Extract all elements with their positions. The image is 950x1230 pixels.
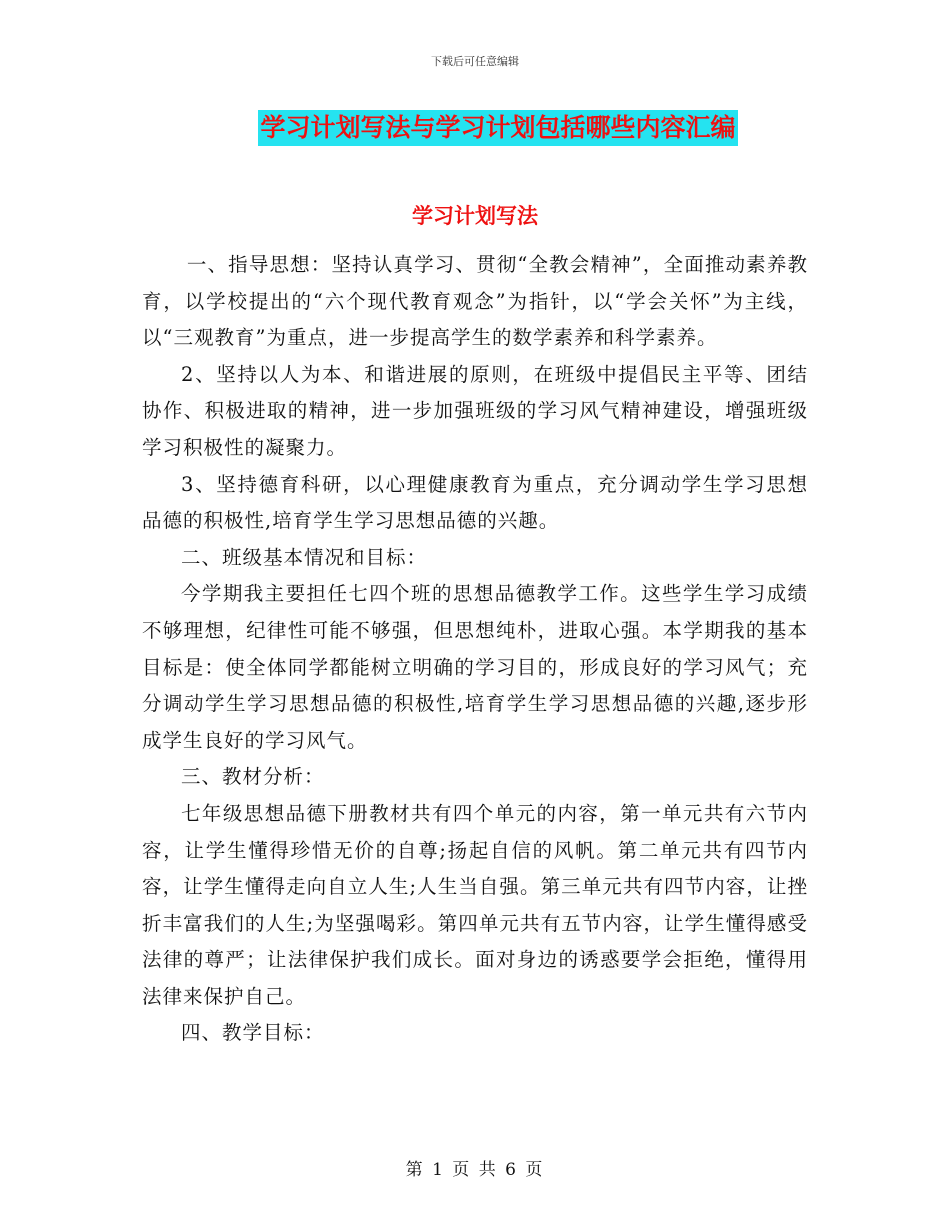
paragraph-item-3: 3、坚持德育科研，以心理健康教育为重点，充分调动学生学习思想品德的积极性,培育学生学习思想品德的兴趣。 (142, 472, 808, 533)
paragraph-class-situation: 今学期我主要担任七四个班的思想品德教学工作。这些学生学习成绩不够理想，纪律性可能不够强，但思想纯朴，进取心强。本学期我的基本目标是：使全体同学都能树立明确的学习目的，形成良好的学习风气；充分调动学生学习思想品德的积极性,培育学生学习思想品德的兴趣,逐步形成学生良好的学习风气。 (142, 582, 808, 752)
document-title: 学习计划写法与学习计划包括哪些内容汇编 (258, 110, 737, 146)
page-header-note: 下载后可任意编辑 (431, 55, 519, 68)
heading-textbook-analysis: 三、教材分析： (181, 765, 325, 789)
paragraph-guiding-ideology: 一、指导思想：坚持认真学习、贯彻“全教会精神”，全面推动素养教育，以学校提出的“六个现代教育观念”为指针，以“学会关怀”为主线，以“三观教育”为重点，进一步提高学生的数学素养和科学素养。 (142, 253, 808, 350)
heading-class-situation: 二、班级基本情况和目标： (181, 545, 428, 569)
page-number-footer: 第 1 页 共 6 页 (405, 1160, 545, 1180)
section-title: 学习计划写法 (412, 204, 538, 228)
paragraph-item-2: 2、坚持以人为本、和谐进展的原则，在班级中提倡民主平等、团结协作、积极进取的精神，进一步加强班级的学习风气精神建设，增强班级学习积极性的凝聚力。 (142, 362, 808, 459)
paragraph-textbook-analysis: 七年级思想品德下册教材共有四个单元的内容，第一单元共有六节内容，让学生懂得珍惜无价的自尊;扬起自信的风帆。第二单元共有四节内容，让学生懂得走向自立人生;人生当自强。第三单元共有四节内容，让挫折丰富我们的人生;为坚强喝彩。第四单元共有五节内容，让学生懂得感受法律的尊严；让法律保护我们成长。面对身边的诱惑要学会拒绝，懂得用法律来保护自己。 (142, 801, 808, 1008)
document-title-container (0, 110, 950, 146)
heading-teaching-goals: 四、教学目标： (181, 1021, 325, 1045)
document-body (142, 247, 808, 1052)
